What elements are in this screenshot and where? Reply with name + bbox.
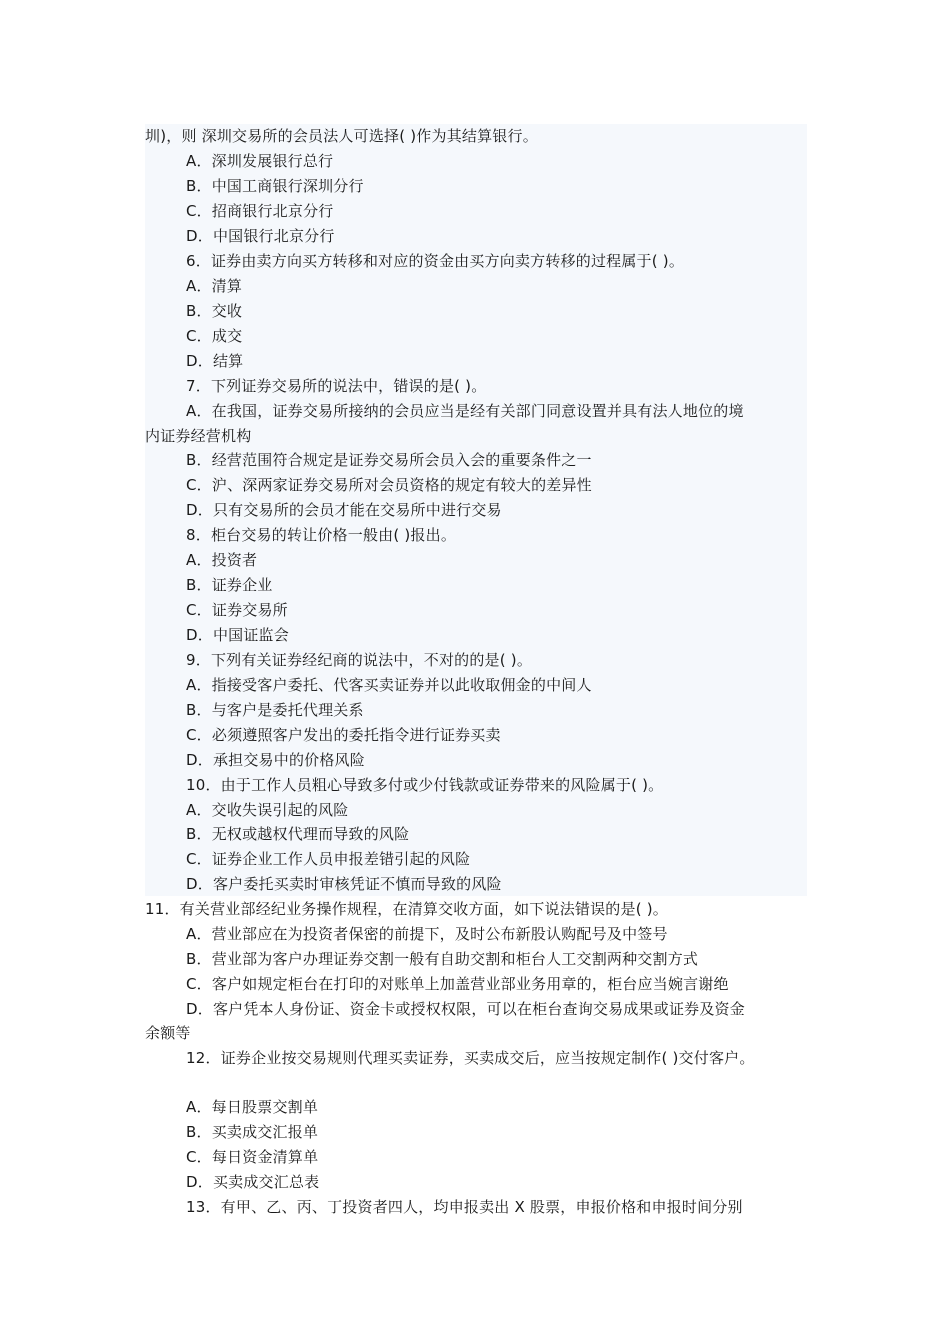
text-line: C．必须遵照客户发出的委托指令进行证券买卖 — [186, 726, 501, 744]
text-line: A．交收失误引起的风险 — [186, 801, 349, 819]
text-line: C．成交 — [186, 327, 243, 345]
text-line: B．无权或越权代理而导致的风险 — [186, 825, 410, 843]
text-line: B．中国工商银行深圳分行 — [186, 177, 364, 195]
text-line: B．经营范围符合规定是证券交易所会员入会的重要条件之一 — [186, 451, 592, 469]
text-line: 6．证券由卖方向买方转移和对应的资金由买方向卖方转移的过程属于( )。 — [186, 252, 685, 270]
text-line: D．只有交易所的会员才能在交易所中进行交易 — [186, 501, 502, 519]
text-line: A．投资者 — [186, 551, 258, 569]
text-line: A．每日股票交割单 — [186, 1098, 319, 1116]
text-line: 7．下列证券交易所的说法中，错误的是( )。 — [186, 377, 487, 395]
text-line: 13．有甲、乙、丙、丁投资者四人，均申报卖出 X 股票，申报价格和申报时间分别 — [186, 1198, 743, 1216]
text-line: A．清算 — [186, 277, 243, 295]
text-line: A．在我国，证券交易所接纳的会员应当是经有关部门同意设置并具有法人地位的境 — [186, 402, 744, 420]
text-line: B．交收 — [186, 302, 243, 320]
text-line: D．承担交易中的价格风险 — [186, 751, 365, 769]
text-line: D．客户凭本人身份证、资金卡或授权权限，可以在柜台查询交易成果或证券及资金 — [186, 1000, 745, 1018]
text-line: B．与客户是委托代理关系 — [186, 701, 364, 719]
text-line: C．证券交易所 — [186, 601, 288, 619]
text-line: B．营业部为客户办理证券交割一般有自助交割和柜台人工交割两种交割方式 — [186, 950, 699, 968]
text-line: C．沪、深两家证券交易所对会员资格的规定有较大的差异性 — [186, 476, 592, 494]
text-line: 内证券经营机构 — [145, 427, 252, 445]
text-line: A．指接受客户委托、代客买卖证券并以此收取佣金的中间人 — [186, 676, 592, 694]
text-line: 9．下列有关证券经纪商的说法中，不对的的是( )。 — [186, 651, 533, 669]
text-line: B．证券企业 — [186, 576, 273, 594]
text-line: B．买卖成交汇报单 — [186, 1123, 319, 1141]
text-line: 余额等 — [145, 1024, 191, 1042]
text-line: 10．由于工作人员粗心导致多付或少付钱款或证券带来的风险属于( )。 — [186, 776, 664, 794]
text-line: C．证券企业工作人员申报差错引起的风险 — [186, 850, 471, 868]
text-line: 8．柜台交易的转让价格一般由( )报出。 — [186, 526, 457, 544]
text-line: A．深圳发展银行总行 — [186, 152, 334, 170]
text-line: D．中国银行北京分行 — [186, 227, 335, 245]
text-line: D．中国证监会 — [186, 626, 289, 644]
text-line: D．客户委托买卖时审核凭证不慎而导致的风险 — [186, 875, 502, 893]
text-line: 12．证券企业按交易规则代理买卖证券，买卖成交后，应当按规定制作( )交付客户。 — [186, 1049, 755, 1067]
text-line: A．营业部应在为投资者保密的前提下，及时公布新股认购配号及中签号 — [186, 925, 668, 943]
text-line: D．买卖成交汇总表 — [186, 1173, 320, 1191]
text-line: C．招商银行北京分行 — [186, 202, 334, 220]
text-line: C．客户如规定柜台在打印的对账单上加盖营业部业务用章的，柜台应当婉言谢绝 — [186, 975, 729, 993]
text-line: 11．有关营业部经纪业务操作规程，在清算交收方面，如下说法错误的是( )。 — [145, 900, 668, 918]
text-line: D．结算 — [186, 352, 244, 370]
text-line: C．每日资金清算单 — [186, 1148, 319, 1166]
text-line: 圳)，则 深圳交易所的会员法人可选择( )作为其结算银行。 — [145, 127, 538, 145]
